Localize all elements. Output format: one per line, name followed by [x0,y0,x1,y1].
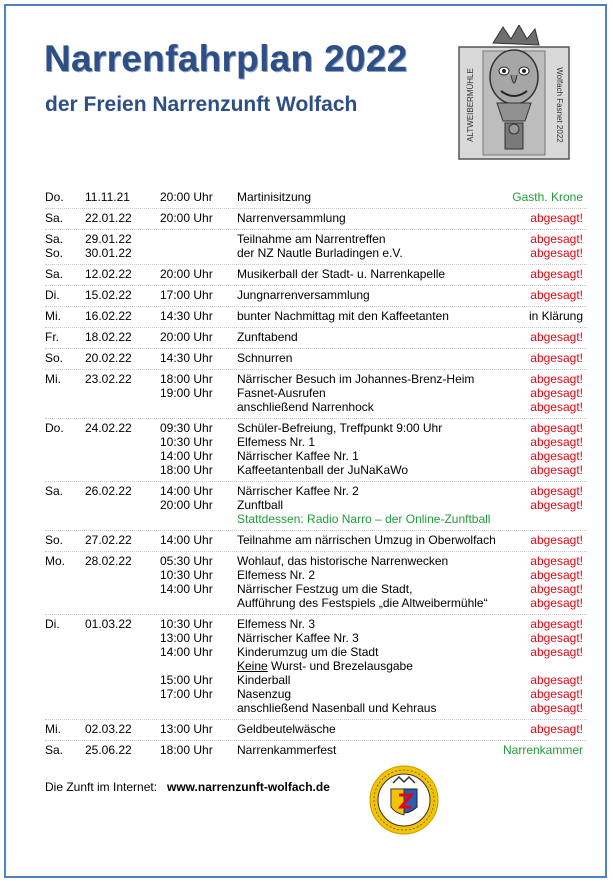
event-title: Kinderumzug um die Stadt [237,645,379,659]
schedule-line [45,309,587,323]
event-date: 23.02.22 [85,372,132,386]
schedule-line [45,596,587,610]
event-title: Jungnarrenversammlung [237,288,370,302]
event-title: anschließend Narrenhock [237,400,374,414]
event-status: abgesagt! [530,372,583,386]
schedule-line [45,330,587,344]
event-title: Nasenzug [237,687,292,701]
schedule-line [45,463,587,477]
event-day: Mi. [45,722,61,736]
schedule-line [45,421,587,435]
event-time: 17:00 Uhr [160,288,213,302]
event-title: Elfemess Nr. 1 [237,435,316,449]
event-date: 12.02.22 [85,267,132,281]
footer-label: Die Zunft im Internet: [45,780,158,794]
event-date: 27.02.22 [85,533,132,547]
event-status: Narrenkammer [502,743,583,757]
guild-seal-icon [369,765,439,835]
event-status: abgesagt! [530,701,583,715]
schedule-entry [45,267,587,286]
schedule-line [45,687,587,701]
event-date: 02.03.22 [85,722,132,736]
schedule-entry [45,351,587,370]
event-date: 15.02.22 [85,288,132,302]
schedule-entry [45,330,587,349]
event-day: Sa. [45,484,64,498]
event-title: Schnurren [237,351,293,365]
event-date: 01.03.22 [85,617,132,631]
event-title: Närrischer Kaffee Nr. 3 [237,631,359,645]
event-title: Schüler-Befreiung, Treffpunkt 9:00 Uhr [237,421,443,435]
event-day: Sa. [45,267,64,281]
event-status: abgesagt! [530,435,583,449]
schedule-entry [45,484,587,531]
logo-left-text: ALTWEIBERMÜHLE [466,68,475,142]
event-day: So. [45,351,64,365]
event-title: Elfemess Nr. 2 [237,568,316,582]
event-date: 24.02.22 [85,421,132,435]
event-status: abgesagt! [530,330,583,344]
schedule-line [45,372,587,386]
event-time: 14:30 Uhr [160,309,213,323]
event-date: 20.02.22 [85,351,132,365]
event-day: So. [45,246,64,260]
event-day: Sa. [45,211,64,225]
event-title: Närrischer Kaffee Nr. 2 [237,484,359,498]
event-status: in Klärung [528,309,583,323]
event-status: abgesagt! [530,400,583,414]
schedule-line [45,512,587,526]
schedule-line [45,351,587,365]
event-status: abgesagt! [530,533,583,547]
event-status: abgesagt! [530,498,583,512]
event-title: anschließend Nasenball und Kehraus [237,701,437,715]
schedule-line [45,449,587,463]
event-status: abgesagt! [530,617,583,631]
event-day: So. [45,533,64,547]
event-title: Kaffeetantenball der JuNaKaWo [237,463,409,477]
event-day: Do. [45,421,64,435]
schedule-entry [45,743,587,762]
event-title: Zunftabend [237,330,298,344]
event-date: 30.01.22 [85,246,132,260]
page-subtitle: der Freien Narrenzunft Wolfach [45,93,358,116]
schedule-line [45,673,587,687]
logo-right-text: Wolfach Fasnet 2022 [555,67,564,143]
schedule-entry [45,722,587,741]
event-time: 10:30 Uhr [160,568,213,582]
event-date: 26.02.22 [85,484,132,498]
event-date: 18.02.22 [85,330,132,344]
event-title: Teilnahme am Narrentreffen [237,232,386,246]
schedule-line [45,400,587,414]
jester-mask-logo [453,25,575,162]
schedule-entry [45,421,587,482]
event-title: Narrenkammerfest [237,743,337,757]
event-status: abgesagt! [530,673,583,687]
event-title: Aufführung des Festspiels „die Altweibermühle“ [237,596,488,610]
event-day: Di. [45,617,60,631]
event-day: Di. [45,288,60,302]
event-status: abgesagt! [530,267,583,281]
schedule-entry [45,232,587,265]
event-time: 20:00 Uhr [160,211,213,225]
event-status: abgesagt! [530,386,583,400]
event-status: abgesagt! [530,421,583,435]
event-time: 14:00 Uhr [160,582,213,596]
event-time: 14:00 Uhr [160,533,213,547]
event-title: Zunftball [237,498,284,512]
event-status: abgesagt! [530,351,583,365]
event-time: 18:00 Uhr [160,372,213,386]
event-time: 14:00 Uhr [160,484,213,498]
event-title: Narrenversammlung [237,211,346,225]
event-status: abgesagt! [530,687,583,701]
event-title: Musikerball der Stadt- u. Narrenkapelle [237,267,446,281]
event-title: Martinisitzung [237,190,312,204]
event-title: Stattdessen: Radio Narro – der Online-Zunftball [237,512,491,526]
event-day: Do. [45,190,64,204]
event-time: 18:00 Uhr [160,743,213,757]
event-status: abgesagt! [530,596,583,610]
event-date: 16.02.22 [85,309,132,323]
event-title: Keine Wurst- und Brezelausgabe [237,659,413,673]
event-title: Wohlauf, das historische Narrenwecken [237,554,449,568]
event-time: 20:00 Uhr [160,330,213,344]
event-status: Gasth. Krone [512,190,583,204]
schedule-entry [45,533,587,552]
event-title: Teilnahme am närrischen Umzug in Oberwolfach [237,533,496,547]
event-status: abgesagt! [530,463,583,477]
event-status: abgesagt! [530,288,583,302]
schedule-line [45,722,587,736]
event-time: 10:30 Uhr [160,435,213,449]
event-title: Elfemess Nr. 3 [237,617,316,631]
event-status: abgesagt! [530,722,583,736]
schedule-entry [45,554,587,615]
event-date: 11.11.21 [85,190,130,204]
event-status: abgesagt! [530,645,583,659]
schedule-line [45,211,587,225]
event-title: Närrischer Festzug um die Stadt, [237,582,413,596]
event-time: 09:30 Uhr [160,421,213,435]
schedule-line [45,386,587,400]
schedule-line [45,533,587,547]
schedule-line [45,554,587,568]
schedule-entry [45,617,587,720]
event-status: abgesagt! [530,232,583,246]
event-time: 18:00 Uhr [160,463,213,477]
event-time: 19:00 Uhr [160,386,213,400]
schedule-line [45,435,587,449]
event-time: 14:30 Uhr [160,351,213,365]
schedule-entry [45,372,587,419]
event-title: Närrischer Besuch im Johannes-Brenz-Heim [237,372,475,386]
event-title: der NZ Nautle Burladingen e.V. [237,246,403,260]
event-status: abgesagt! [530,554,583,568]
website-link[interactable]: www.narrenzunft-wolfach.de [167,780,330,794]
event-day: Mi. [45,309,61,323]
event-status: abgesagt! [530,631,583,645]
event-date: 25.06.22 [85,743,132,757]
schedule-line [45,288,587,302]
schedule-line [45,484,587,498]
event-date: 22.01.22 [85,211,132,225]
schedule-line [45,743,587,757]
event-title: Närrischer Kaffee Nr. 1 [237,449,359,463]
event-time: 10:30 Uhr [160,617,213,631]
event-status: abgesagt! [530,484,583,498]
event-status: abgesagt! [530,449,583,463]
event-day: Mo. [45,554,66,568]
event-title: Fasnet-Ausrufen [237,386,326,400]
schedule-entry [45,309,587,328]
event-time: 15:00 Uhr [160,673,213,687]
event-status: abgesagt! [530,568,583,582]
event-date: 28.02.22 [85,554,132,568]
schedule-line [45,498,587,512]
schedule-line [45,617,587,631]
event-title: Kinderball [237,673,291,687]
event-status: abgesagt! [530,246,583,260]
schedule-line [45,582,587,596]
schedule-line [45,190,587,204]
event-date: 29.01.22 [85,232,132,246]
event-status: abgesagt! [530,211,583,225]
event-title: bunter Nachmittag mit den Kaffeetanten [237,309,449,323]
schedule-line [45,267,587,281]
event-time: 14:00 Uhr [160,449,213,463]
event-time: 20:00 Uhr [160,267,213,281]
event-time: 13:00 Uhr [160,722,213,736]
event-time: 20:00 Uhr [160,498,213,512]
schedule-line [45,568,587,582]
schedule-line [45,645,587,659]
event-status: abgesagt! [530,582,583,596]
schedule-line [45,631,587,645]
schedule-entry [45,190,587,209]
event-day: Fr. [45,330,59,344]
page-title: Narrenfahrplan 2022 [44,38,408,79]
schedule-line [45,232,587,246]
event-time: 13:00 Uhr [160,631,213,645]
event-time: 14:00 Uhr [160,645,213,659]
schedule-line [45,246,587,260]
schedule-entry [45,211,587,230]
event-schedule [45,190,587,764]
event-day: Sa. [45,232,64,246]
schedule-entry [45,288,587,307]
event-day: Mi. [45,372,61,386]
event-day: Sa. [45,743,64,757]
event-time: 20:00 Uhr [160,190,213,204]
schedule-line [45,659,587,673]
event-time: 17:00 Uhr [160,687,213,701]
event-time: 05:30 Uhr [160,554,213,568]
schedule-line [45,701,587,715]
event-title: Geldbeutelwäsche [237,722,336,736]
